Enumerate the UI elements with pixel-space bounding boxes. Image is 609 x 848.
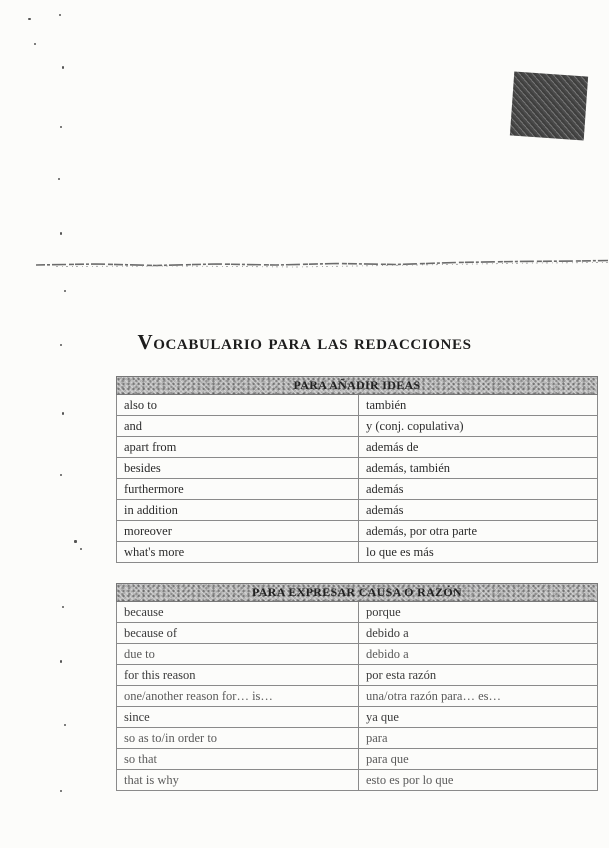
table-row [117,623,598,644]
english-term: for this reason [117,665,359,686]
spanish-term: además [359,479,598,500]
spanish-term: por esta razón [359,665,598,686]
spanish-term: lo que es más [359,542,598,563]
spanish-term: esto es por lo que [359,770,598,791]
table-row [117,728,598,749]
table-row [117,479,598,500]
table-row [117,749,598,770]
spanish-term: para [359,728,598,749]
english-term: and [117,416,359,437]
table-row [117,521,598,542]
margin-specks [0,0,80,848]
english-term: one/another reason for… is… [117,686,359,707]
table-row [117,665,598,686]
english-term: what's more [117,542,359,563]
spanish-term: una/otra razón para… es… [359,686,598,707]
vocab-table-cause-reason [116,583,598,791]
table-row [117,395,598,416]
english-term: because [117,602,359,623]
table-row [117,416,598,437]
english-term: due to [117,644,359,665]
table-row [117,500,598,521]
english-term: that is why [117,770,359,791]
english-term: in addition [117,500,359,521]
spanish-term: además, por otra parte [359,521,598,542]
table-row [117,542,598,563]
spanish-term: además de [359,437,598,458]
english-term: furthermore [117,479,359,500]
spanish-term: debido a [359,644,598,665]
english-term: so as to/in order to [117,728,359,749]
spanish-term: además [359,500,598,521]
section-heading: PARA AÑADIR IDEAS [117,377,598,395]
table-header-row [117,584,598,602]
spanish-term: porque [359,602,598,623]
english-term: also to [117,395,359,416]
english-term: so that [117,749,359,770]
table-row [117,770,598,791]
table-row [117,458,598,479]
spanish-term: ya que [359,707,598,728]
table-row [117,707,598,728]
spanish-term: y (conj. copulativa) [359,416,598,437]
spanish-term: para que [359,749,598,770]
english-term: since [117,707,359,728]
spanish-term: también [359,395,598,416]
section-heading: PARA EXPRESAR CAUSA O RAZÓN [117,584,598,602]
vocab-table-adding-ideas [116,376,598,563]
table-header-row [117,377,598,395]
table-row [117,602,598,623]
scan-smudge [510,71,588,140]
table-row [117,644,598,665]
fold-line [36,258,608,270]
english-term: besides [117,458,359,479]
table-row [117,437,598,458]
english-term: apart from [117,437,359,458]
spanish-term: además, también [359,458,598,479]
english-term: because of [117,623,359,644]
spanish-term: debido a [359,623,598,644]
english-term: moreover [117,521,359,542]
page-title: Vocabulario para las redacciones [137,330,472,354]
table-row [117,686,598,707]
